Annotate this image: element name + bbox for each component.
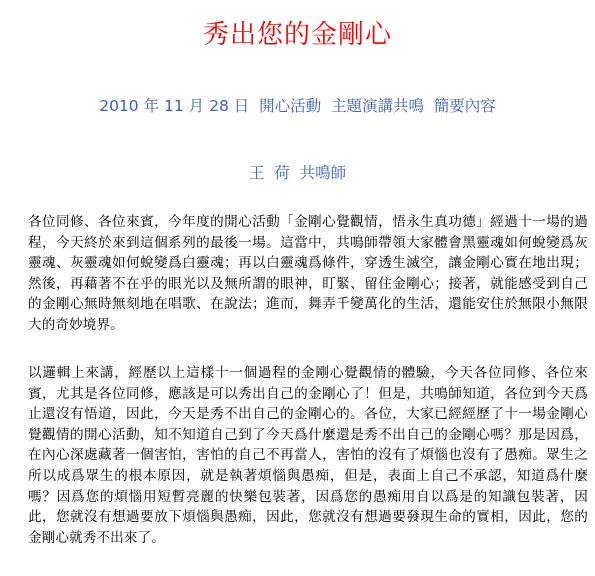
page-subtitle: 2010 年 11 月 28 日 開心活動 主題演講共鳴 簡要內容 [99, 97, 496, 115]
page-title: 秀出您的金剛心 [202, 20, 392, 50]
paragraph-2: 以邏輯上來講，經歷以上這樣十一個過程的金剛心覺觀情的體驗，今天各位同修、各位來賓，尤其是各位同修，應該是可以秀出自己的金剛心了！但是，共鳴師知道，各位到今天爲止還沒有悟道，因此，今天是秀不出自己的金剛心的。各位，大家已經經歷了十一場金剛心覺觀情的開心活動，知不知道自己到了今天爲什麼還是秀不出自己的金剛心嗎？那是因爲，在內心深處藏著一個害怕，害怕的自己不再當人，害怕的沒有了煩惱也沒有了愚痴。眾生之所以成爲眾生的根本原因，就是執著煩惱與愚痴，但是，表面上自己不承認，知道爲什麼嗎？因爲您的煩惱用短暫亮麗的快樂包裝著，因爲您的愚痴用自以爲是的知識包裝著，因此，您就沒有想過要放下煩惱與愚痴，因此，您就沒有想過要發現生命的實相，因此，您的金剛心就秀不出來了。 [28, 365, 588, 546]
author-line: 王 荷 共鳴師 [248, 164, 347, 182]
paragraph-1: 各位同修、各位來賓，今年度的開心活動「金剛心覺觀情，悟永生真功德」經過十一場的過程，今天終於來到這個系列的最後一場。這當中，共鳴師帶領大家體會黑靈魂如何蛻變爲灰靈魂、灰靈魂如何蛻變爲白靈魂；再以白靈魂爲條件，穿透生滅空，讓金剛心實在地出現；然後，再藉著不在乎的眼光以及無所謂的眼神，盯緊、留住金剛心；接著，就能感受到自己的金剛心無時無刻地在唱歌、在說法；進而，舞弄千變萬化的生活，還能安住於無限小無限大的奇妙境界。 [28, 214, 588, 333]
